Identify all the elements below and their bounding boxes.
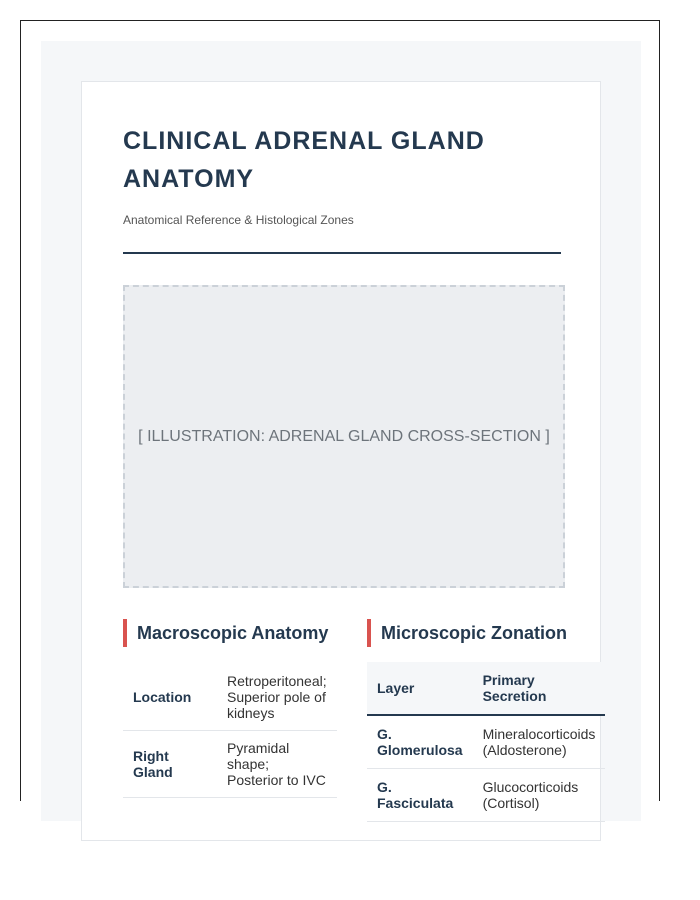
- column-header-layer: Layer: [367, 662, 473, 715]
- column-header-secretion: Primary Secretion: [473, 662, 606, 715]
- secretion-cell: Mineralocorticoids (Aldosterone): [473, 715, 606, 769]
- document-title: CLINICAL ADRENAL GLAND ANATOMY: [123, 127, 485, 193]
- title-divider: [123, 252, 561, 254]
- microscopic-heading: Microscopic Zonation: [367, 619, 567, 647]
- layer-cell: G. Glomerulosa: [367, 715, 473, 769]
- document-subtitle: Anatomical Reference & Histological Zones: [123, 213, 354, 227]
- row-value: Retroperitoneal; Superior pole of kidneys: [217, 664, 337, 731]
- table-row: [367, 769, 605, 822]
- table-row: [123, 731, 337, 798]
- page-frame: [20, 20, 660, 811]
- table-row: [367, 715, 605, 769]
- illustration-placeholder: [123, 285, 565, 588]
- row-label: Location: [123, 664, 217, 731]
- illustration-caption: [ ILLUSTRATION: ADRENAL GLAND CROSS-SECTION ]: [138, 427, 550, 445]
- macroscopic-heading: Macroscopic Anatomy: [123, 619, 328, 647]
- table-header-row: [367, 662, 605, 715]
- row-label: Right Gland: [123, 731, 217, 798]
- row-value: Pyramidal shape; Posterior to IVC: [217, 731, 337, 798]
- table-row: [123, 664, 337, 731]
- document-card: [81, 81, 601, 841]
- secretion-cell: Glucocorticoids (Cortisol): [473, 769, 606, 822]
- layer-cell: G. Fasciculata: [367, 769, 473, 822]
- macroscopic-table: [123, 664, 337, 798]
- page-background: [41, 41, 641, 821]
- microscopic-table: [367, 662, 605, 822]
